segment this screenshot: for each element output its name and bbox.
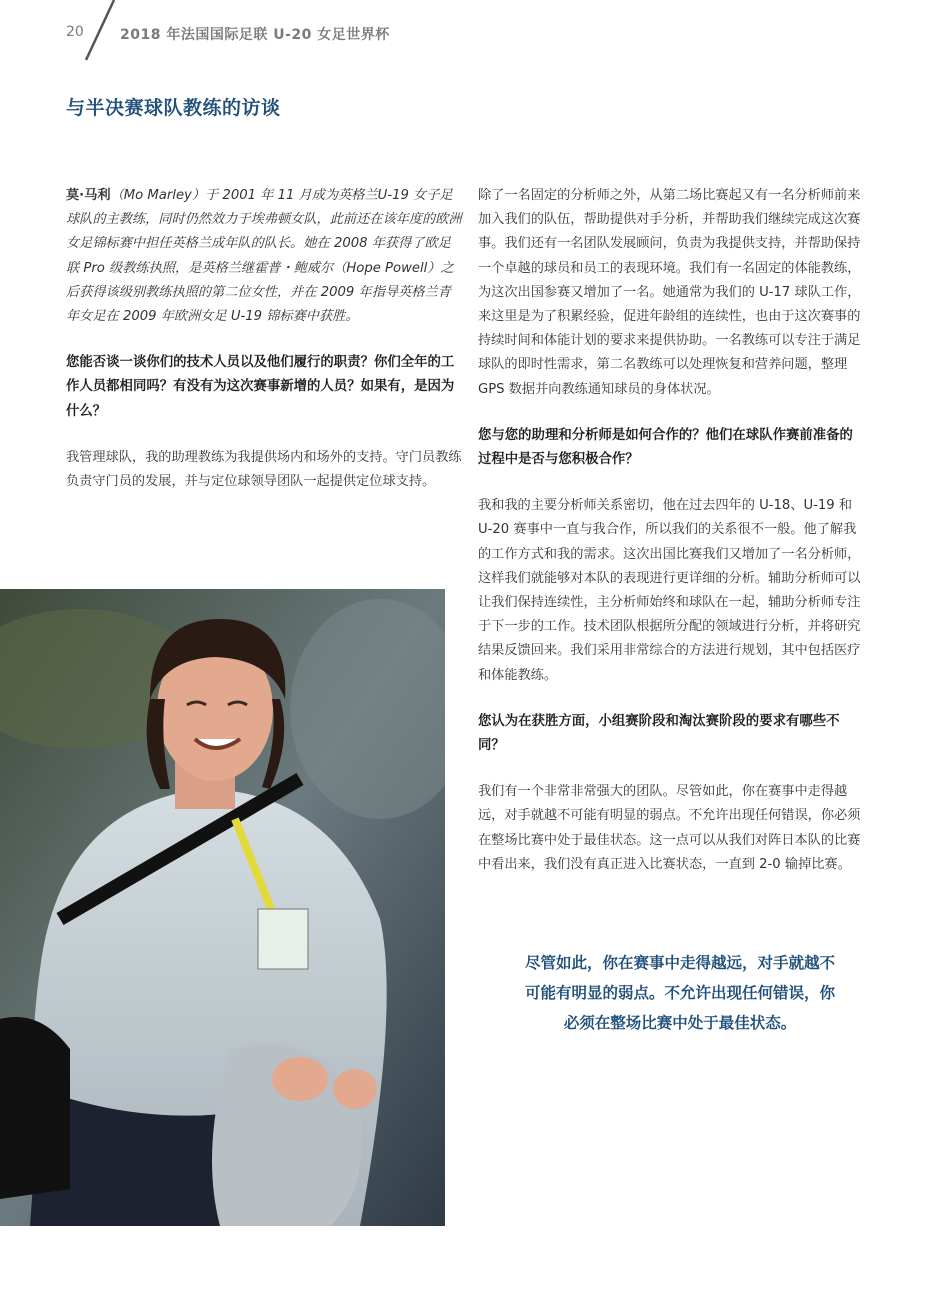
coach-name: 莫·马利 <box>66 188 111 203</box>
section-title: 与半决赛球队教练的访谈 <box>66 97 281 119</box>
pull-quote: 尽管如此，你在赛事中走得越远，对手就越不可能有明显的弱点。不允许出现任何错误，你必须在整场比赛中处于最佳状态。 <box>524 954 835 1032</box>
coach-photo <box>0 589 445 1226</box>
left-column <box>66 184 462 494</box>
question-3: 您认为在获胜方面，小组赛阶段和淘汰赛阶段的要求有哪些不同？ <box>478 713 840 754</box>
answer-3: 我们有一个非常非常强大的团队。尽管如此，你在赛事中走得越远，对手就越不可能有明显的弱点。不允许出现任何错误，你必须在整场比赛中处于最佳状态。这一点可以从我们对阵日本队的比赛中看出来，我们没有真正进入比赛状态，一直到 2-0 输掉比赛。 <box>478 784 861 872</box>
answer-1: 我管理球队，我的助理教练为我提供场内和场外的支持。守门员教练负责守门员的发展，并与定位球领导团队一起提供定位球支持。 <box>66 449 462 490</box>
intro-paragraph <box>66 184 462 329</box>
page-number: 20 <box>66 24 84 40</box>
answer-2: 我和我的主要分析师关系密切，他在过去四年的 U-18、U-19 和 U-20 赛事中一直与我合作，所以我们的关系很不一般。他了解我的工作方式和我的需求。这次出国比赛我们又增加了一名分析师，这样我们就能够对本队的表现进行更详细的分析。辅助分析师可以让我们保持连续性，主分析师始终和球队在一起，辅助分析师专注于下一步的工作。技术团队根据所分配的领域进行分析，并将研究结果反馈回来。我们采用非常综合的方法进行规划，其中包括医疗和体能教练。 <box>478 498 861 683</box>
answer-1-continued: 除了一名固定的分析师之外，从第二场比赛起又有一名分析师前来加入我们的队伍，帮助提供对手分析，并帮助我们继续完成这次赛事。我们还有一名团队发展顾问，负责为我提供支持，并帮助保持一个卓越的球员和员工的表现环境。我们有一名固定的体能教练，为这次出国参赛又增加了一名。她通常为我们的 U-17 球队工作，来这里是为了积累经验，促进年龄组的连续性，也由于这次赛事的持续时间和体能计划的要求来提供协助。一名教练可以专注于满足球队的即时性需求，第二名教练可以处理恢复和营养问题，整理 GPS 数据并向教练通知球员的身体状况。 <box>478 188 861 397</box>
question-1: 您能否谈一谈你们的技术人员以及他们履行的职责？你们全年的工作人员都相同吗？有没有为这次赛事新增的人员？如果有，是因为什么？ <box>66 355 455 419</box>
right-column <box>478 184 862 877</box>
publication-title: 2018 年法国国际足联 U-20 女足世界杯 <box>120 27 390 43</box>
header-divider-slash <box>80 0 120 62</box>
person-photo-icon <box>0 589 445 1226</box>
question-2: 您与您的助理和分析师是如何合作的？他们在球队作赛前准备的过程中是否与您积极合作？ <box>478 427 853 468</box>
intro-text: （Mo Marley）于 2001 年 11 月成为英格兰U-19 女子足球队的主教练，同时仍然效力于埃弗顿女队，此前还在该年度的欧洲女足锦标赛中担任英格兰成年队的队长。她在 2008 年获得了欧足联 Pro 级教练执照，是英格兰继霍普・鲍威尔（Hope Powell）之后获得该级别教练执照的第二位女性，并在 2009 年指导英格兰青年女足在 2009 年欧洲女足 U-19 锦标赛中获胜。 <box>66 188 462 325</box>
